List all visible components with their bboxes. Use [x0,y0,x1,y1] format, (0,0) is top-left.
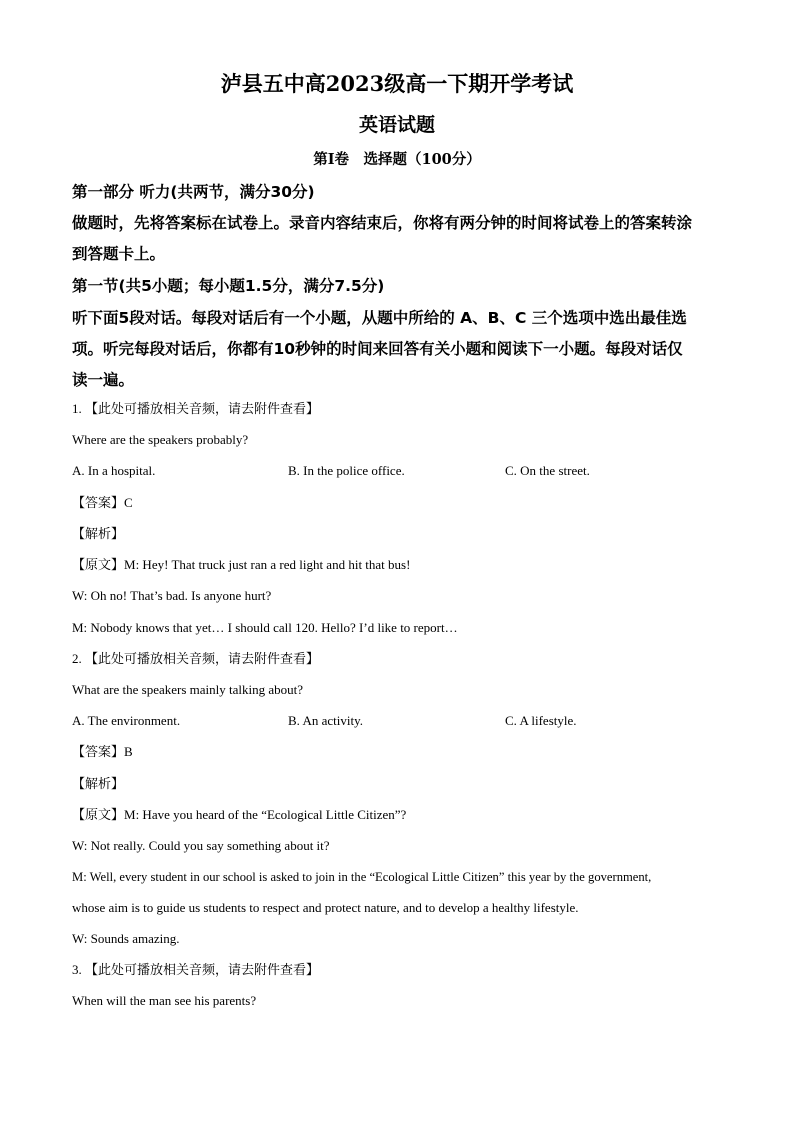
question-1-audio [72,401,319,418]
question-1-answer [72,495,133,512]
question-3-text: When will the man see his parents? [72,993,257,1008]
question-number: 2. [72,651,82,666]
part1-instruction-line2: 到答题卡上。 [72,245,166,263]
question-2-original-line3: M: Well, every student in our school is asked to join in the “Ecological Little Citizen” this year by the government, [72,870,652,884]
transcript-text: M: Have you heard of the “Ecological Little Citizen”? [124,807,407,822]
question-1-text: Where are the speakers probably? [72,432,249,447]
section1-instruction-line2: 项。听完每段对话后，你都有10秒钟的时间来回答有关小题和阅读下一小题。每段对话仅 [72,340,683,358]
question-2-original-line4: whose aim is to guide us students to respect and protect nature, and to develop a healthy lifestyle. [72,900,579,915]
section1-instruction-line3: 读一遍。 [72,371,135,389]
section1-heading: 第一节(共5小题；每小题1.5分，满分7.5分) [72,277,385,295]
analysis-label: 【解析】 [72,777,125,792]
question-2-original-line5: W: Sounds amazing. [72,931,180,946]
original-label: 【原文】 [72,558,125,573]
answer-label: 【答案】 [72,745,125,760]
question-1-option-c: C. On the street. [505,463,590,478]
analysis-label: 【解析】 [72,527,125,542]
original-label: 【原文】 [72,808,125,823]
exam-title: 泸县五中高2023级高一下期开学考试 [220,71,574,96]
question-1-analysis [72,526,124,543]
part1-heading: 第一部分 听力(共两节，满分30分) [72,183,315,201]
question-2-analysis [72,776,124,793]
question-1-option-a: A. In a hospital. [72,463,156,478]
question-1-original-line2: W: Oh no! That’s bad. Is anyone hurt? [72,588,272,603]
question-2-option-b: B. An activity. [288,713,363,728]
question-number: 3. [72,962,82,977]
question-1-original-line1 [72,557,410,574]
question-2-option-a: A. The environment. [72,713,181,728]
audio-placeholder-link[interactable]: 【此处可播放相关音频，请去附件查看】 [85,402,320,417]
question-1-option-b: B. In the police office. [288,463,405,478]
section1-instruction-line1: 听下面5段对话。每段对话后有一个小题，从题中所给的 A、B、C 三个选项中选出最佳选 [72,309,687,327]
question-2-original-line2: W: Not really. Could you say something about it? [72,838,330,853]
question-3-audio [72,962,319,979]
question-2-text: What are the speakers mainly talking about? [72,682,304,697]
subject-title: 英语试题 [358,114,435,136]
question-2-original-line1 [72,807,406,824]
volume-title: 第Ⅰ卷 选择题（100分） [313,151,481,168]
part1-instruction-line1: 做题时，先将答案标在试卷上。录音内容结束后，你将有两分钟的时间将试卷上的答案转涂 [72,214,693,232]
question-number: 1. [72,401,82,416]
audio-placeholder-link[interactable]: 【此处可播放相关音频，请去附件查看】 [85,963,320,978]
question-2-option-c: C. A lifestyle. [505,713,577,728]
answer-value: B [124,744,133,759]
question-2-answer [72,744,133,761]
answer-value: C [124,495,133,510]
transcript-text: M: Hey! That truck just ran a red light and hit that bus! [124,557,411,572]
question-2-audio [72,651,319,668]
audio-placeholder-link[interactable]: 【此处可播放相关音频，请去附件查看】 [85,652,320,667]
question-1-original-line3: M: Nobody knows that yet… I should call 120. Hello? I’d like to report… [72,620,458,635]
answer-label: 【答案】 [72,496,125,511]
